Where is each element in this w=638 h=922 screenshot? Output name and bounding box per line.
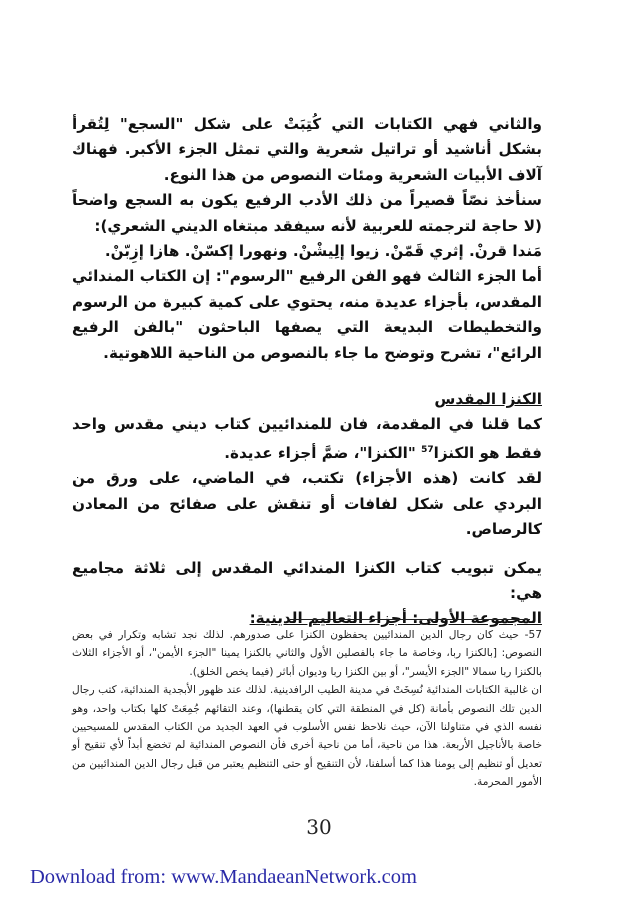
footnote-ref-57[interactable]: 57	[421, 444, 434, 455]
paragraph-ginza-intro	[72, 412, 542, 466]
paragraph-third-part-poetry: والثاني فهي الكتابات التي كُتِبَتْ على شكل "السجع" لِتُقرأ بشكل أناشيد أو تراتيل شعرية والتي تمثل الجزء الأكبر. فهناك آلاف الأبيات الشعرية ومئات النصوص من هذا النوع.	[72, 115, 542, 184]
spacer	[72, 366, 542, 387]
main-text	[72, 112, 542, 632]
footnotes	[72, 626, 542, 792]
footnote-divider	[290, 619, 530, 620]
heading-holy-ginza: الكنزا المقدس	[434, 390, 542, 409]
footnote-57: 57- حيث كان رجال الدين المندائيين يحفظون الكنزا على صدورهم. لذلك نجد تشابه وتكرار في بعض النصوص: [بالكنزا ربا، وخاصة ما جاء بالفصلين الأول والثاني بالكنزا يمينا "الجزء الأيمن"، أو الأجزاء الثلاث بالكنزا ربا سمالا "الجزء الأيسر"، أو بين الكنزا ربا وديوان أباثر (فيما يخص الخلق).	[72, 629, 542, 678]
spacer	[72, 543, 542, 556]
ginza-intro-text: كما قلنا في المقدمة، فان للمندائيين كتاب ديني مقدس واحد فقط هو الكنزا	[72, 415, 542, 462]
paragraph-writing-material: لقد كانت (هذه الأجزاء) تكتب، في الماضي، على ورق من البردي على شكل لفافات أو تنقش على صفائح من المعادن كالرصاص.	[72, 469, 542, 539]
download-link[interactable]: Download from: www.MandaeanNetwork.com	[30, 866, 417, 888]
heading-first-group: المجموعة الأولى: أجزاء التعاليم الدينية:	[249, 609, 542, 628]
paragraph-mandaic-sample: مَندا قرنْ. إثري قَمّنْ. زيوا إلِيشْنْ. ونهورا إكسّنْ. هازا إزِبّنْ.	[104, 242, 542, 261]
paragraph-three-groups: يمكن تبويب كتاب الكنزا المندائي المقدس إلى ثلاثة مجاميع هي:	[72, 558, 542, 602]
paragraph-art-part: أما الجزء الثالث فهو الفن الرفيع "الرسوم": إن الكتاب المندائي المقدس، بأجزاء عديدة منه، يحتوي على كمية كبيرة من الرسوم والتخطيطات البديعة التي يصفها الباحثون "بالفن الرفيع الرائع"، تشرح وتوضح ما جاء بالنصوص من الناحية اللاهوتية.	[72, 267, 542, 362]
footnote-57-continued: ان غالبية الكتابات المندائية نُسِخَتْ في مدينة الطيب الرافدينية. لذلك عند ظهور الأبجدية المندائية، كتب رجال الدين تلك النصوص بأمانة (كل في المنطقة التي كان يقطنها)، وعند التقائهم جُمِعَتْ كلها بكتاب واحد، وهو نفسه الذي في متناولنا الآن، حيث نلاحظ نفس الأسلوب في العهد الجديد من الكتاب المقدس للمسيحيين خاصة بالأناجيل الأربعة. هذا من ناحية، أما من ناحية أخرى فأن النصوص المندائية لم تخضع أبداً لأي تنقيح أو تعديل أو تنظيم إلى يومنا هذا كما أسلفنا، لأن التنقيح أو حتى التنظيم يعتبر من قبل رجال الدين المندائيين من الأمور المحرمة.	[72, 684, 542, 789]
page-number: 30	[306, 815, 332, 839]
paragraph-sample-intro: سنأخذ نصّاً قصيراً من ذلك الأدب الرفيع يكون به السجع واضحاً (لا حاجة لترجمته للعربية لأنه سيفقد مبتغاه الديني الشعري):	[72, 191, 542, 235]
ginza-intro-text-end: "الكنزا"، ضمَّ أجزاء عديدة.	[224, 443, 416, 462]
